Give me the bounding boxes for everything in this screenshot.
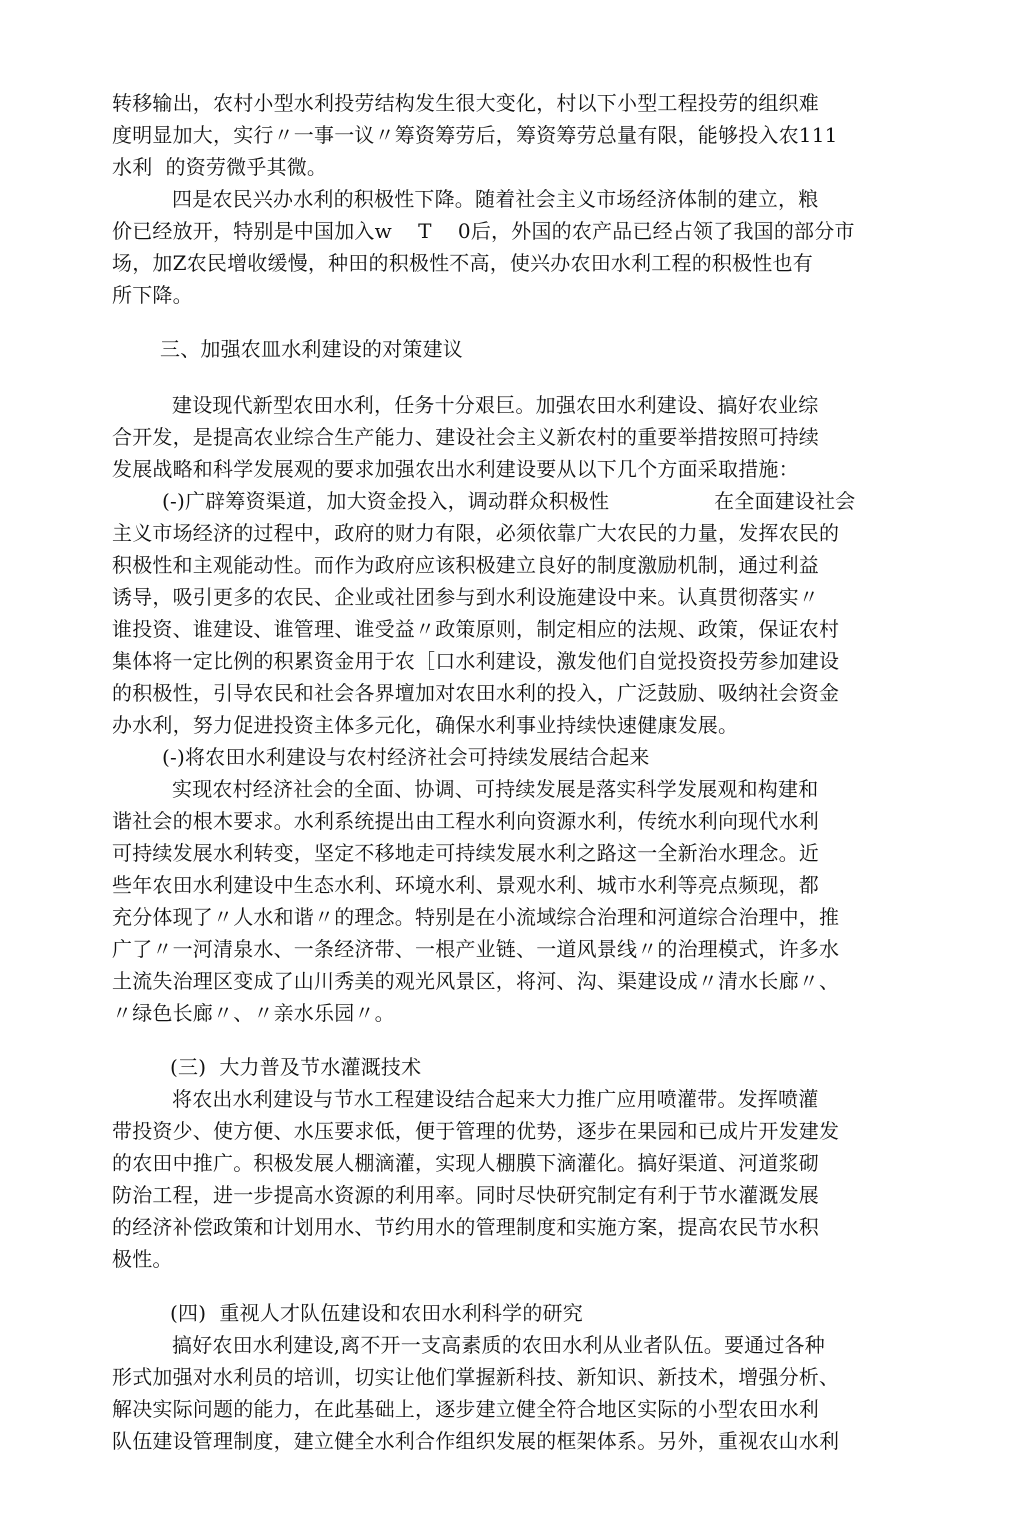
text-line: 充分体现了〃人水和谐〃的理念。特别是在小流域综合治理和河道综合治理中，推 (112, 905, 840, 929)
text-line: 极性。 (112, 1247, 173, 1271)
text-line: 些年农田水利建设中生态水利、环境水利、景观水利、城市水利等亮点频现，都 (112, 873, 819, 897)
text-line: 集体将一定比例的积累资金用于农［口水利建设，激发他们自觉投资投劳参加建设 (112, 649, 840, 673)
text-line: 四是农民兴办水利的积极性下降。随着社会主义市场经济体制的建立，粮 (172, 187, 819, 211)
text-line: 防治工程，进一步提高水资源的利用率。同时尽快研究制定有利于节水灌溉发展 (112, 1183, 819, 1207)
text-line: 解决实际问题的能力，在此基础上，逐步建立健全符合地区实际的小型农田水利 (112, 1397, 819, 1421)
subsection-heading: (-)广辟筹资渠道，加大资金投入，调动群众积极性 在全面建设社会 (162, 489, 856, 513)
text-line: 度明显加大，实行〃一事一议〃筹资筹劳后，筹资筹劳总量有限，能够投入农111 (112, 123, 838, 147)
text-line: 场，加Z农民增收缓慢，种田的积极性不高，使兴办农田水利工程的积极性也有 (112, 251, 813, 275)
text-line: 广了〃一河清泉水、一条经济带、一根产业链、一道风景线〃的治理模式，许多水 (112, 937, 840, 961)
text-line: 搞好农田水利建设,离不开一支高素质的农田水利从业者队伍。要通过各种 (172, 1333, 825, 1357)
text-line: 可持续发展水利转变，坚定不移地走可持续发展水利之路这一全新治水理念。近 (112, 841, 819, 865)
text-line: 诱导，吸引更多的农民、企业或社团参与到水利设施建设中来。认真贯彻落实〃 (112, 585, 819, 609)
text-line: 办水利，努力促进投资主体多元化，确保水利事业持续快速健康发展。 (112, 713, 739, 737)
text-line: 的农田中推广。积极发展人棚滴灌，实现人棚膜下滴灌化。搞好渠道、河道浆砌 (112, 1151, 819, 1175)
text-line: 〃绿色长廊〃、〃亲水乐园〃。 (112, 1001, 395, 1025)
text-line: 建设现代新型农田水利，任务十分艰巨。加强农田水利建设、搞好农业综 (172, 393, 819, 417)
subsection-heading: (-)将农田水利建设与农村经济社会可持续发展结合起来 (162, 745, 650, 769)
text-line: 形式加强对水利员的培训，切实让他们掌握新科技、新知识、新技术，增强分析、 (112, 1365, 840, 1389)
text-line: 所下降。 (112, 283, 193, 307)
text-line: 实现农村经济社会的全面、协调、可持续发展是落实科学发展观和构建和 (172, 777, 819, 801)
text-line: 水利 的资劳微乎其微。 (112, 155, 328, 179)
text-line: 发展战略和科学发展观的要求加强农出水利建设要从以下几个方面采取措施： (112, 457, 799, 481)
text-line: 转移输出，农村小型水利投劳结构发生很大变化，村以下小型工程投劳的组织难 (112, 91, 819, 115)
text-line: 的积极性，引导农民和社会各界壇加对农田水利的投入，广泛鼓励、吸纳社会资金 (112, 681, 840, 705)
section-heading: 三、加强农皿水利建设的对策建议 (160, 337, 463, 361)
text-line: 将农出水利建设与节水工程建设结合起来大力推广应用喷灌带。发挥喷灌 (172, 1087, 819, 1111)
text-line: 合开发，是提高农业综合生产能力、建设社会主义新农村的重要举措按照可持续 (112, 425, 819, 449)
text-line: 价已经放开，特别是中国加入w T 0后，外国的农产品已经占领了我国的部分市 (112, 219, 855, 243)
text-line: 土流失治理区变成了山川秀美的观光风景区，将河、沟、渠建设成〃清水长廊〃、 (112, 969, 840, 993)
text-line: 的经济补偿政策和计划用水、节约用水的管理制度和实施方案，提高农民节水积 (112, 1215, 819, 1239)
text-line: 主义市场经济的过程中，政府的财力有限，必须依靠广大农民的力量，发挥农民的 (112, 521, 840, 545)
text-line: 积极性和主观能动性。而作为政府应该积极建立良好的制度激励机制，通过利益 (112, 553, 819, 577)
text-line: 队伍建设管理制度，建立健全水利合作组织发展的框架体系。另外，重视农山水利 (112, 1429, 840, 1453)
text-line: 带投资少、使方便、水压要求低，便于管理的优势，逐步在果园和已成片开发建发 (112, 1119, 840, 1143)
text-line: 谐社会的根木要求。水利系统提出由工程水利向资源水利，传统水利向现代水利 (112, 809, 819, 833)
text-line: 谁投资、谁建设、谁管理、谁受益〃政策原则，制定相应的法规、政策，保证农村 (112, 617, 840, 641)
subsection-heading: (四) 重视人才队伍建设和农田水利科学的研究 (170, 1301, 583, 1325)
subsection-heading: (三) 大力普及节水灌溉技术 (170, 1055, 422, 1079)
